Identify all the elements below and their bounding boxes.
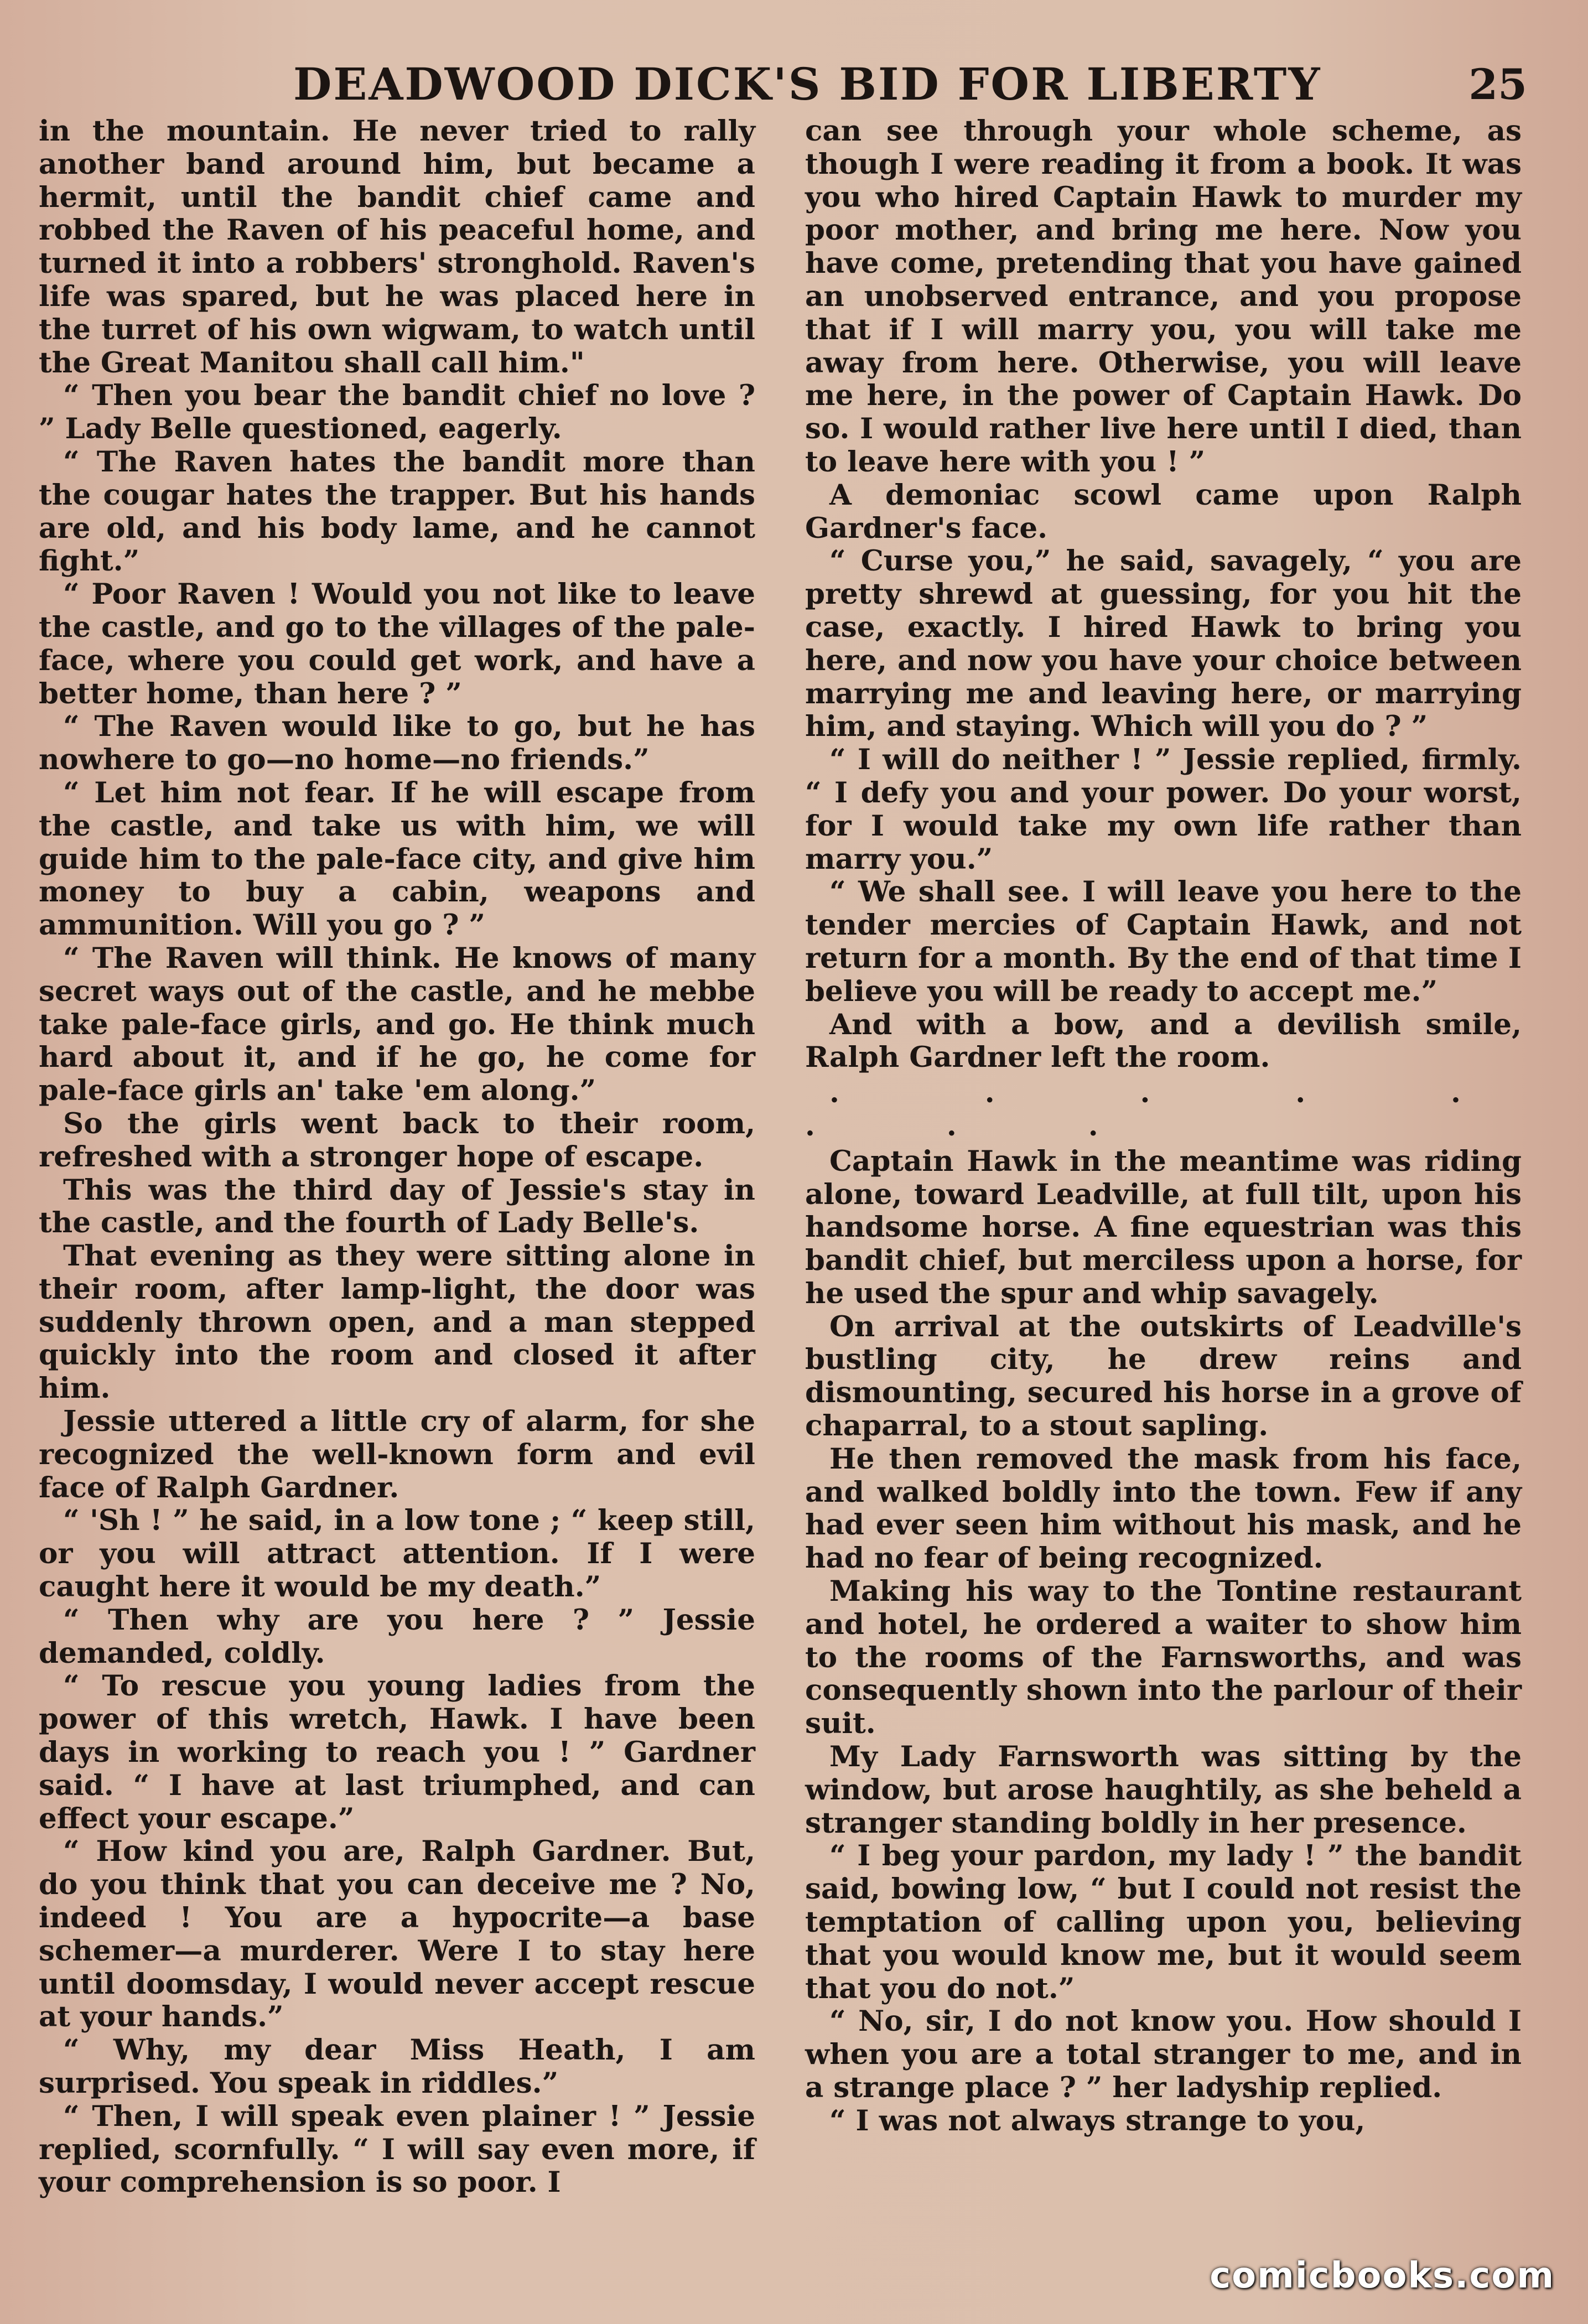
- paragraph: “ Let him not fear. If he will escape from the castle, and take us with him, we will guide him to the pale-face city, and give him money to buy a cabin, weapons and ammunition. Will you go ? ”: [39, 776, 755, 942]
- paragraph: “ Poor Raven ! Would you not like to leave the castle, and go to the villages of the pale-face, where you could get work, and have a better home, than here ? ”: [39, 578, 755, 710]
- running-title: DEADWOOD DICK'S BID FOR LIBERTY: [293, 58, 1322, 110]
- paragraph: “ No, sir, I do not know you. How should I when you are a total stranger to me, and in a strange place ? ” her ladyship replied.: [805, 2005, 1522, 2105]
- paragraph: That evening as they were sitting alone in their room, after lamp-light, the door was suddenly thrown open, and a man stepped quickly into the room and closed it after him.: [39, 1239, 755, 1405]
- paragraph: Captain Hawk in the meantime was riding alone, toward Leadville, at full tilt, upon his handsome horse. A fine equestrian was this bandit chief, but merciless upon a horse, for he used the spur and whip savagely.: [805, 1144, 1522, 1310]
- paragraph: “ To rescue you young ladies from the power of this wretch, Hawk. I have been days in working to reach you ! ” Gardner said. “ I have at last triumphed, and can effect your escape.”: [39, 1669, 755, 1835]
- paragraph: “ The Raven will think. He knows of many secret ways out of the castle, and he mebbe take pale-face girls, and go. He think much hard about it, and if he go, he come for pale-face girls an' take 'em along.”: [39, 941, 755, 1108]
- paragraph: A demoniac scowl came upon Ralph Gardner's face.: [805, 478, 1522, 545]
- paragraph: “ 'Sh ! ” he said, in a low tone ; “ keep still, or you will attract attention. If I were caught here it would be my death.”: [39, 1504, 755, 1604]
- paragraph: “ The Raven would like to go, but he has nowhere to go—no home—no friends.”: [39, 710, 755, 777]
- paragraph: “ I was not always strange to you,: [829, 2104, 1366, 2138]
- paragraph: “ Then why are you here ? ” Jessie demanded, coldly.: [39, 1603, 755, 1670]
- paragraph: So the girls went back to their room, refreshed with a stronger hope of escape.: [39, 1107, 755, 1174]
- paragraph: “ I will do neither ! ” Jessie replied, firmly. “ I defy you and your power. Do your worst, for I would take my own life rather than marry you.”: [805, 743, 1522, 876]
- site-watermark: comicbooks.com: [1210, 2255, 1555, 2296]
- paragraph: On arrival at the outskirts of Leadville's bustling city, he drew reins and dismounting, secured his horse in a grove of chaparral, to a stout sapling.: [805, 1310, 1522, 1443]
- paragraph: Jessie uttered a little cry of alarm, for she recognized the well-known form and evil face of Ralph Gardner.: [39, 1405, 755, 1505]
- paragraph: in the mountain. He never tried to rally another band around him, but became a hermit, until the bandit chief came and robbed the Raven of his peaceful home, and turned it into a robbers' stronghold. Raven's life was spared, but he was placed here in the turret of his own wigwam, to watch until the Great Manitou shall call him.": [39, 115, 755, 380]
- paragraph: “ We shall see. I will leave you here to the tender mercies of Captain Hawk, and not return for a month. By the end of that time I believe you will be ready to accept me.”: [805, 875, 1522, 1008]
- paragraph: can see through your whole scheme, as though I were reading it from a book. It was you who hired Captain Hawk to murder my poor mother, and bring me here. Now you have come, pretending that you have gained an unobserved entrance, and you propose that if I will marry you, you will take me away from here. Otherwise, you will leave me here, in the power of Captain Hawk. Do so. I would rather live here until I died, than to leave here with you ! ”: [805, 115, 1522, 479]
- paragraph: “ Then you bear the bandit chief no love ? ” Lady Belle questioned, eagerly.: [39, 379, 755, 446]
- paragraph: “ I beg your pardon, my lady ! ” the bandit said, bowing low, “ but I could not resist the temptation of calling upon you, believing that you would know me, but it would seem that you do not.”: [805, 1839, 1522, 2005]
- paragraph: “ The Raven hates the bandit more than the cougar hates the trapper. But his hands are old, and his body lame, and he cannot fight.”: [39, 445, 755, 578]
- page-number: 25: [1468, 59, 1527, 109]
- paragraph: He then removed the mask from his face, and walked boldly into the town. Few if any had ever seen him without his mask, and he had no fear of being recognized.: [805, 1442, 1522, 1575]
- paragraph: Making his way to the Tontine restaurant and hotel, he ordered a waiter to show him to the rooms of the Farnsworths, and was consequently shown into the parlour of their suit.: [805, 1575, 1522, 1741]
- paragraph: “ Curse you,” he said, savagely, “ you are pretty shrewd at guessing, for you hit the case, exactly. I hired Hawk to bring you here, and now you have your choice between marrying me and leaving here, or marrying him, and staying. Which will you do ? ”: [805, 544, 1522, 744]
- running-header: [33, 51, 1527, 117]
- paragraph: This was the third day of Jessie's stay in the castle, and the fourth of Lady Belle's.: [39, 1173, 755, 1240]
- paragraph: My Lady Farnsworth was sitting by the window, but arose haughtily, as she beheld a stranger standing boldly in her presence.: [805, 1740, 1522, 1840]
- paragraph: “ Why, my dear Miss Heath, I am surprised. You speak in riddles.”: [39, 2034, 755, 2100]
- section-break: . . . . . . . .: [805, 1076, 1522, 1143]
- paragraph: And with a bow, and a devilish smile, Ralph Gardner left the room.: [805, 1008, 1522, 1075]
- paragraph: “ How kind you are, Ralph Gardner. But, do you think that you can deceive me ? No, indeed ! You are a hypocrite—a base schemer—a murderer. Were I to stay here until doomsday, I would never accept rescue at your hands.”: [39, 1835, 755, 2034]
- left-column: [39, 115, 755, 2200]
- paragraph: “ Then, I will speak even plainer ! ” Jessie replied, scornfully. “ I will say even more, if your comprehension is so poor. I: [39, 2099, 755, 2200]
- right-column: [805, 115, 1522, 2138]
